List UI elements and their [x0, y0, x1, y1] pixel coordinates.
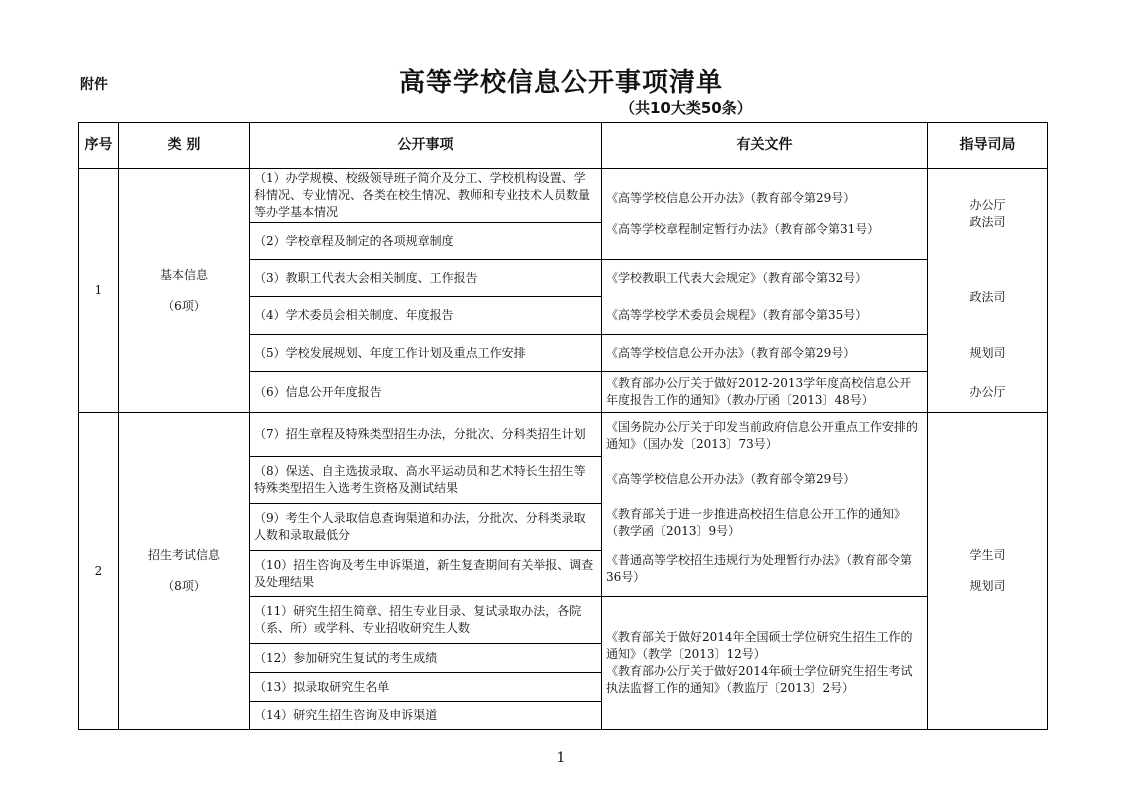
table-row-item: （14）研究生招生咨询及申诉渠道	[254, 708, 438, 722]
category-count: （6项）	[162, 298, 206, 313]
document-cell	[602, 169, 927, 259]
category-name: 基本信息	[159, 267, 208, 282]
department-name: 学生司	[969, 548, 1006, 562]
table-row-item: （4）学术委员会相关制度、年度报告	[254, 308, 454, 322]
document-ref: 《教育部办公厅关于做好2014年硕士学位研究生招生考试执法监督工作的通知》（教监厅〔2013〕2号）	[606, 664, 913, 695]
department-cell	[928, 413, 1047, 729]
col-header-documents: 有关文件	[736, 137, 793, 153]
table-row-item: （12）参加研究生复试的考生成绩	[254, 650, 438, 665]
group-category	[119, 169, 249, 412]
page-number: 1	[556, 750, 566, 766]
department-name: 规划司	[969, 579, 1006, 593]
department-cell: 办公厅	[969, 384, 1006, 399]
document-ref: 《教育部关于进一步推进高校招生信息公开工作的通知》（教学函〔2013〕9号）	[606, 507, 907, 538]
table-row-item: （8）保送、自主选拔录取、高水平运动员和艺术特长生招生等特殊类型招生入选考生资格及测试结果	[254, 464, 586, 495]
document-ref: 《国务院办公厅关于印发当前政府信息公开重点工作安排的通知》（国办发〔2013〕73号）	[606, 420, 919, 451]
document-cell	[602, 413, 927, 596]
attachment-label: 附件	[80, 77, 108, 93]
col-header-index: 序号	[84, 137, 113, 153]
group-index: 1	[94, 283, 103, 297]
table-row-item: （2）学校章程及制定的各项规章制度	[254, 233, 454, 248]
department-cell: 规划司	[969, 345, 1006, 360]
department-cell	[928, 169, 1047, 259]
table-row-item: （9）考生个人录取信息查询渠道和办法，分批次、分科类录取人数和录取最低分	[254, 511, 586, 542]
document-ref: 《高等学校章程制定暂行办法》（教育部令第31号）	[606, 222, 880, 236]
group-category	[119, 413, 249, 729]
document-ref: 《高等学校信息公开办法》（教育部令第29号）	[606, 191, 856, 205]
document-cell	[602, 597, 927, 729]
document-ref: 《高等学校信息公开办法》（教育部令第29号）	[606, 472, 856, 486]
document-title: 高等学校信息公开事项清单	[398, 68, 723, 98]
table-row-item: （13）拟录取研究生名单	[254, 679, 390, 694]
document-cell: 《学校教职工代表大会规定》（教育部令第32号）	[606, 270, 868, 285]
department-name: 政法司	[969, 215, 1006, 229]
document-subtitle: （共10大类50条）	[620, 99, 752, 117]
table-row-item: （7）招生章程及特殊类型招生办法，分批次、分科类招生计划	[254, 427, 586, 441]
table-row-item: （1）办学规模、校级领导班子简介及分工、学校机构设置、学科情况、专业情况、各类在校生情况、教师和专业技术人员数量等办学基本情况	[254, 171, 591, 219]
document-ref: 《普通高等学校招生违规行为处理暂行办法》（教育部令第36号）	[606, 553, 913, 584]
category-count: （8项）	[162, 579, 206, 593]
col-header-department: 指导司局	[959, 137, 1016, 153]
table-row-item: （10）招生咨询及考生申诉渠道，新生复查期间有关举报、调查及处理结果	[254, 557, 594, 589]
document-cell: 《高等学校学术委员会规程》（教育部令第35号）	[606, 308, 868, 322]
document-ref: 《教育部关于做好2014年全国硕士学位研究生招生工作的通知》（教学〔2013〕12号）	[606, 630, 913, 661]
table-row-item: （11）研究生招生简章、招生专业目录、复试录取办法，各院（系、所）或学科、专业招收研究生人数	[254, 604, 582, 635]
table-row-item: （6）信息公开年度报告	[254, 384, 382, 399]
table-row-item: （5）学校发展规划、年度工作计划及重点工作安排	[254, 345, 526, 360]
department-name: 办公厅	[969, 198, 1006, 212]
document-cell: 《教育部办公厅关于做好2012-2013学年度高校信息公开年度报告工作的通知》（教办厅函〔2013〕48号）	[606, 376, 912, 407]
document-cell: 《高等学校信息公开办法》（教育部令第29号）	[606, 345, 856, 360]
col-header-category: 类 别	[167, 137, 201, 153]
col-header-items: 公开事项	[397, 137, 454, 153]
table-row-item: （3）教职工代表大会相关制度、工作报告	[254, 270, 478, 285]
department-cell: 政法司	[969, 289, 1006, 304]
category-name: 招生考试信息	[147, 548, 220, 562]
group-index: 2	[94, 563, 103, 578]
